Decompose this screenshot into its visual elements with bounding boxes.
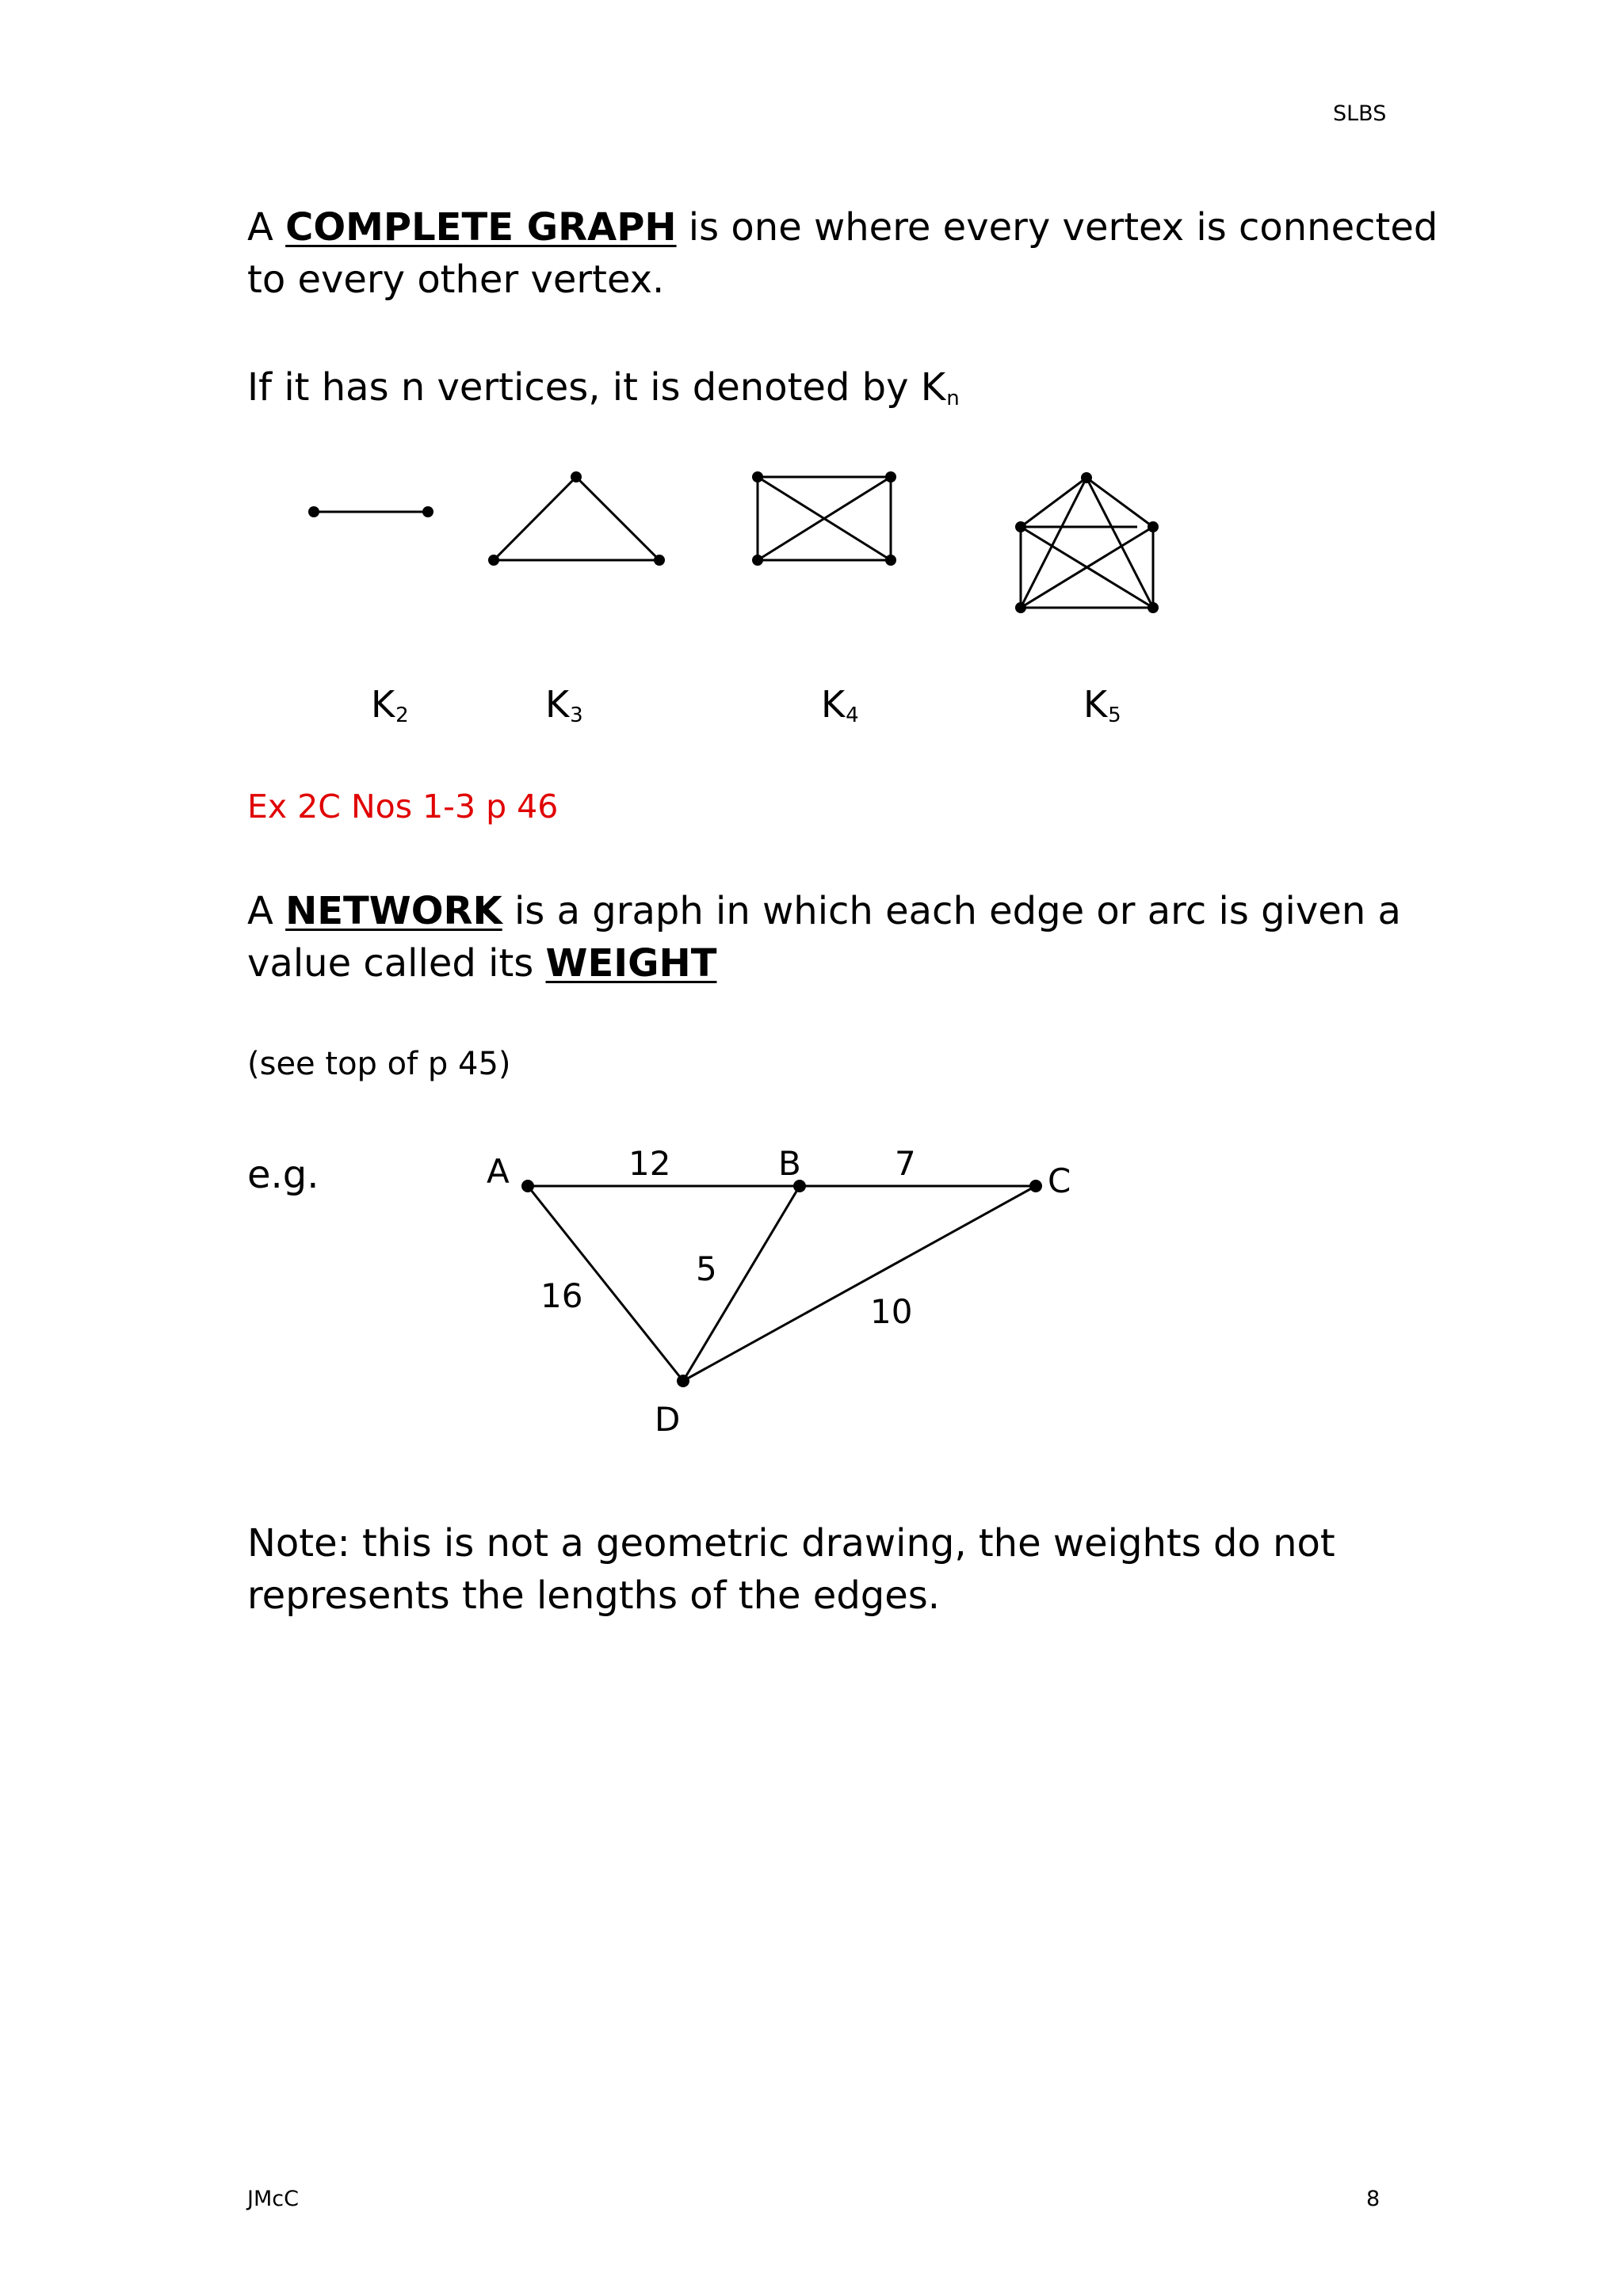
k3-label: $K_3$ xyxy=(545,683,583,727)
k5-label: $K_5$ xyxy=(1083,683,1121,727)
example-label: e.g. xyxy=(247,1153,319,1197)
k4-label: $K_4$ xyxy=(821,683,859,727)
weight-bd: 5 xyxy=(696,1249,717,1288)
complete-graph-term: COMPLETE GRAPH xyxy=(285,205,677,250)
network-term: NETWORK xyxy=(285,889,502,933)
footer-author: JMcC xyxy=(247,2187,299,2211)
complete-graph-definition-line2: to every other vertex. xyxy=(247,257,665,302)
vertex-c xyxy=(1029,1180,1042,1192)
page-number: 8 xyxy=(1366,2187,1381,2211)
definition-prefix: A xyxy=(247,205,286,250)
kn-notation-subscript: n xyxy=(946,387,960,410)
page-reference: (see top of p 45) xyxy=(247,1046,511,1082)
exercise-reference: Ex 2C Nos 1-3 p 46 xyxy=(247,788,559,826)
weight-term: WEIGHT xyxy=(545,941,717,986)
k2-label: $K_2$ xyxy=(371,683,409,727)
weight-ad: 16 xyxy=(540,1276,583,1315)
header-label: SLBS xyxy=(1333,101,1387,126)
vertex-label-b: B xyxy=(778,1144,801,1183)
weight-cd: 10 xyxy=(870,1292,913,1331)
edge-cd xyxy=(683,1186,1036,1381)
kn-notation-main: If it has n vertices, it is denoted by K xyxy=(247,365,946,410)
weight-ab: 12 xyxy=(628,1144,671,1183)
vertex-d xyxy=(677,1375,689,1387)
vertex-label-d: D xyxy=(655,1400,681,1439)
definition-prefix: A xyxy=(247,889,286,933)
vertex-label-c: C xyxy=(1048,1161,1071,1200)
note-line1: Note: this is not a geometric drawing, the weights do not xyxy=(247,1521,1335,1566)
weight-bc: 7 xyxy=(895,1144,916,1183)
note-line2: represents the lengths of the edges. xyxy=(247,1573,941,1618)
definition-suffix: is one where every vertex is connected xyxy=(676,205,1438,250)
vertex-a xyxy=(521,1180,534,1192)
definition-prefix: value called its xyxy=(247,941,546,986)
definition-suffix: is a graph in which each edge or arc is given a xyxy=(502,889,1401,933)
vertex-label-a: A xyxy=(487,1152,510,1191)
